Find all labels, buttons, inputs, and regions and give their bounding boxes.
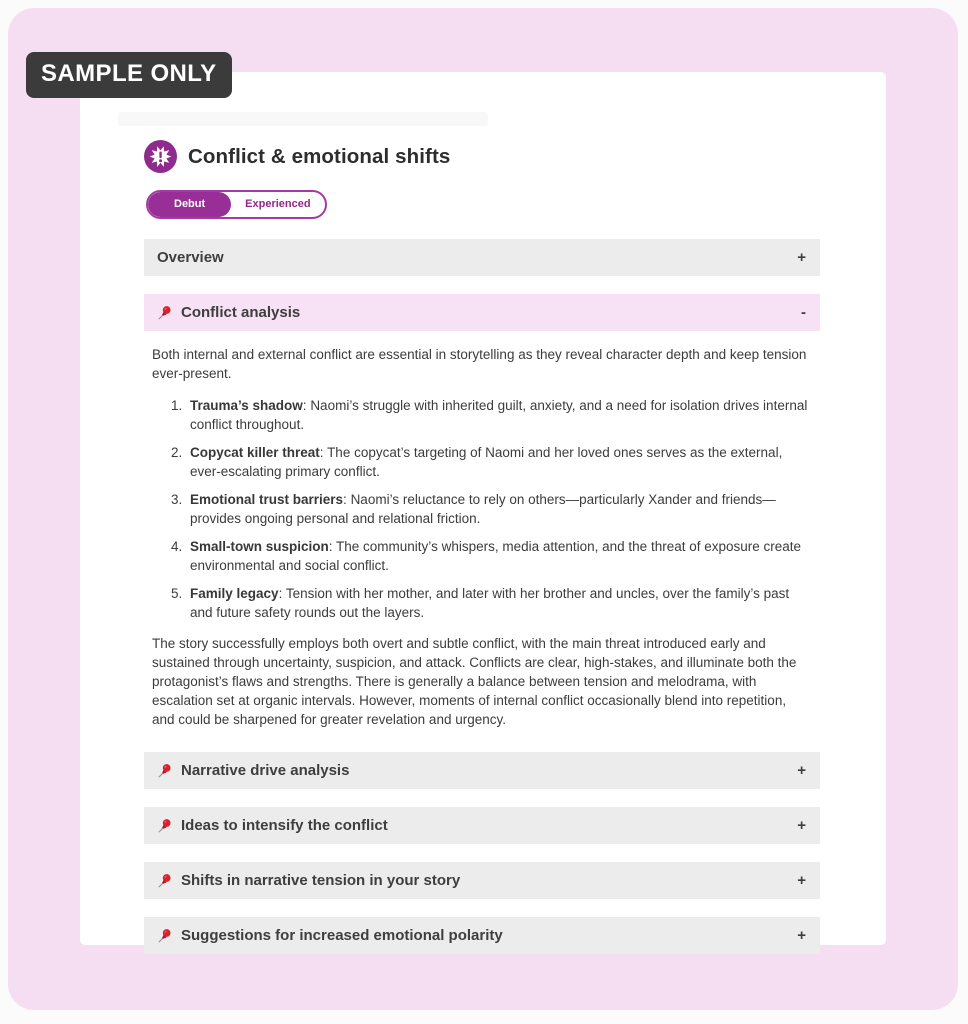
sample-only-badge: SAMPLE ONLY [26,52,232,98]
page-title: Conflict & emotional shifts [188,144,451,168]
accordion-label: Shifts in narrative tension in your story [181,872,461,889]
point-text: The copycat’s targeting of Naomi and her loved ones serves as the external, ever-escalating primary conflict. [190,445,783,479]
point-text: Naomi’s reluctance to rely on others—particularly Xander and friends—provides ongoing personal and relational friction. [190,492,776,526]
expand-icon: + [797,817,806,834]
point-separator: : [319,445,328,460]
accordion-label: Overview [157,249,224,266]
expand-icon: + [797,249,806,266]
point-text: Naomi’s struggle with inherited guilt, anxiety, and a need for isolation drives internal conflict throughout. [190,398,808,432]
point-separator: : [302,398,311,413]
pushpin-icon [157,818,173,834]
accordion-overview[interactable] [144,239,820,276]
accordion-stack [144,239,820,954]
burst-alert-icon [144,140,177,173]
list-item [186,443,812,481]
accordion-shifts-in-tension[interactable] [144,862,820,899]
point-title: Trauma’s shadow [190,398,303,413]
expand-icon: + [797,872,806,889]
accordion-conflict-analysis[interactable] [144,294,820,331]
pushpin-icon [157,873,173,889]
conclusion-paragraph: The story successfully employs both overt and subtle conflict, with the main threat introduced early and sustained through uncertainty, suspicion, and attack. Conflicts are clear, high-stakes, and illuminate both the protagonist’s flaws and strengths. There is generally a balance between tension and melodrama, with escalation set at organic intervals. However, moments of internal conflict occasionally blend into repetition, and could be sharpened for greater revelation and urgency. [152,636,797,727]
point-separator: : [278,586,286,601]
point-title: Copycat killer threat [190,445,320,460]
report-card [80,72,886,945]
accordion-label: Conflict analysis [181,304,301,321]
pushpin-icon [157,763,173,779]
accordion-narrative-drive-analysis[interactable] [144,752,820,789]
faded-header-strip [118,112,488,126]
accordion-suggestions-polarity[interactable] [144,917,820,954]
level-toggle [146,190,327,219]
accordion-label: Ideas to intensify the conflict [181,817,388,834]
toggle-option-experienced[interactable]: Experienced [231,192,324,217]
point-title: Small-town suspicion [190,539,329,554]
list-item [186,584,812,622]
conflict-analysis-panel [144,331,820,729]
accordion-label: Suggestions for increased emotional polarity [181,927,503,944]
pushpin-icon [157,305,173,321]
point-separator: : [343,492,351,507]
pushpin-icon [157,928,173,944]
list-item [186,396,812,434]
point-text: Tension with her mother, and later with her brother and uncles, over the family’s past and future safety rounds out the layers. [190,586,790,620]
page-header [144,140,820,173]
intro-paragraph: Both internal and external conflict are essential in storytelling as they reveal character depth and keep tension ever-present. [152,347,807,381]
list-item [186,490,812,528]
conflict-point-list [152,396,812,622]
point-text: The community’s whispers, media attention, and the threat of exposure create environmental and social conflict. [190,539,802,573]
point-title: Family legacy [190,586,279,601]
accordion-label: Narrative drive analysis [181,762,350,779]
point-separator: : [328,539,337,554]
collapse-icon: - [801,304,806,321]
expand-icon: + [797,762,806,779]
expand-icon: + [797,927,806,944]
list-item [186,537,812,575]
toggle-option-debut[interactable]: Debut [148,192,231,217]
point-title: Emotional trust barriers [190,492,344,507]
accordion-ideas-to-intensify[interactable] [144,807,820,844]
